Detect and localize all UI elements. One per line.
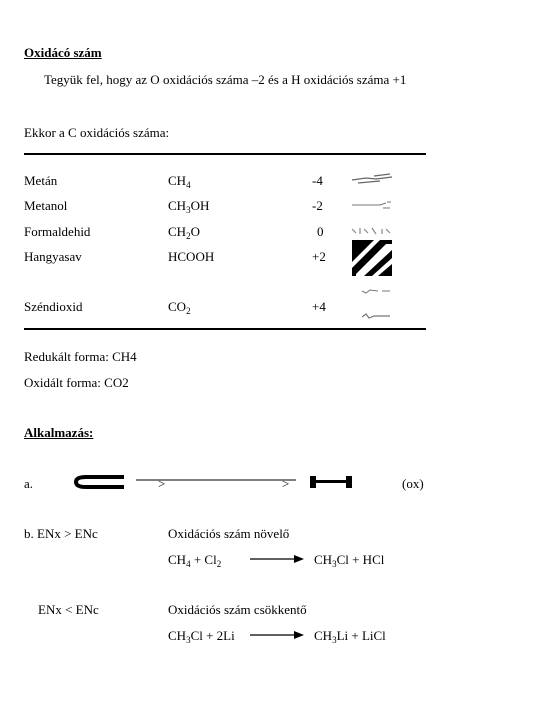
item-c-title: Oxidációs szám csökkentő [168,602,307,617]
table-row-ox: 0 [317,224,324,239]
item-c-eq-right: $CH_3Li$ + LiCl [314,628,386,645]
carbon-symbol-glyph-icon [72,474,128,490]
ox-note: (ox) [402,476,424,491]
molecule-glyph-methane-icon [350,170,395,188]
intro-text: Tegyük fel, hogy az O oxidációs száma –2 és a H oxidációs száma +1 [44,72,407,87]
table-row-name: Metán [24,173,58,188]
oxidized-form: Oxidált forma: CO2 [24,375,129,390]
reduced-form: Redukált forma: CH4 [24,349,137,364]
arrow-mark-left: > [158,476,166,491]
table-top-rule [24,153,426,155]
molecule-glyph-formic-acid-icon [352,240,392,276]
table-row-name: Hangyasav [24,249,82,264]
table-row-name: Metanol [24,198,68,213]
item-a-label: a. [24,476,34,491]
arrow-mark-right: > [282,476,290,491]
table-row-ox: -4 [312,173,323,188]
item-b-eq-left: $CH_4 + Cl_2$ [168,552,222,569]
molecule-glyph-formaldehyde-icon [350,225,395,237]
item-c-label: ENx < ENc [38,602,99,617]
item-b-label: b. ENx > ENc [24,526,98,541]
table-row-formula: $CH_4$ [168,173,191,190]
table-row-ox: +2 [312,249,326,264]
application-heading: Alkalmazás: [24,425,94,440]
item-b-eq-right: $CH_3Cl$ + HCl [314,552,385,569]
table-row-name: Széndioxid [24,299,83,314]
item-c-eq-left: $CH_3Cl + 2Li$ [168,628,235,645]
page-heading: Oxidácó szám [24,45,102,60]
table-row-ox: -2 [312,198,323,213]
table-row-formula: $CH_2O$ [168,224,200,241]
item-b-title: Oxidációs szám növelő [168,526,290,541]
table-row-formula: HCOOH [168,249,215,264]
table-row-formula: $CH_3OH$ [168,198,210,215]
reaction-arrow-icon [250,629,306,641]
molecule-glyph-co2-icon [360,285,400,325]
carbon-ox-label: Ekkor a C oxidációs száma: [24,125,170,140]
table-row-ox: +4 [312,299,326,314]
hydrogen-bond-glyph-icon [310,474,354,490]
molecule-glyph-methanol-icon [350,197,395,213]
table-row-formula: $CO_2$ [168,299,191,316]
table-bottom-rule [24,328,426,330]
reaction-arrow-icon [250,553,306,565]
table-row-name: Formaldehid [24,224,91,239]
